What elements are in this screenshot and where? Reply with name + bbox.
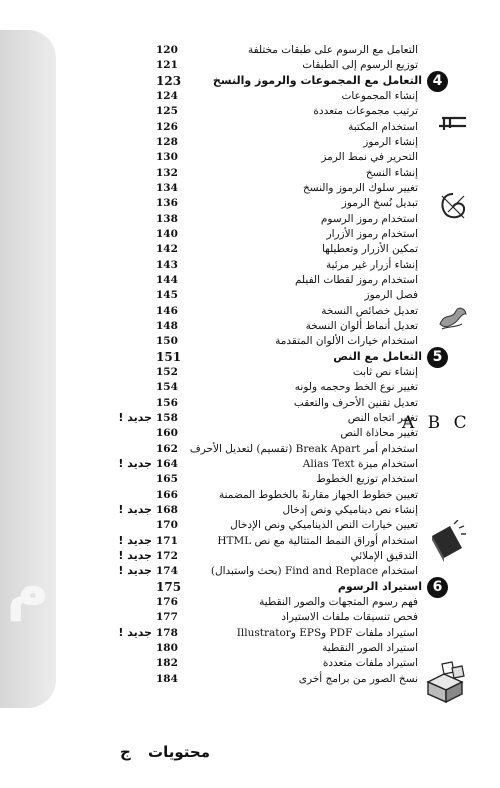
- book-icon: [426, 520, 466, 564]
- toc-entry[interactable]: [0, 287, 500, 303]
- toc-entry[interactable]: [0, 517, 500, 533]
- toc-entry[interactable]: [0, 134, 500, 150]
- toc-entry[interactable]: [0, 226, 500, 242]
- page-number: 142: [156, 243, 178, 256]
- page-number: 152: [156, 365, 178, 378]
- page-number: 170: [156, 519, 178, 532]
- entry-title: إنشاء نص ديناميكي ونص إدخال: [282, 503, 418, 516]
- page-number: 125: [156, 105, 178, 118]
- entry-title: استخدام خيارات الألوان المتقدمة: [275, 335, 418, 348]
- entry-title: إنشاء المجموعات: [341, 89, 418, 102]
- toc-entry[interactable]: [0, 241, 500, 257]
- toc-entry[interactable]: [0, 364, 500, 380]
- toc-entry[interactable]: [0, 272, 500, 288]
- toc-entry[interactable]: [0, 57, 500, 73]
- toc-entry[interactable]: [0, 195, 500, 211]
- swirl-drawing-icon: [436, 190, 470, 224]
- page-number: 150: [156, 335, 178, 348]
- entry-title: تعديل تقنين الأحرف والتعقب: [293, 396, 418, 409]
- page-number: 143: [156, 258, 178, 271]
- entry-title: تعديل خصائص النسخة: [321, 304, 418, 317]
- entry-title: استخدام توزيع الخطوط: [316, 473, 418, 486]
- entry-title: تمكين الأزرار وتعطيلها: [321, 243, 418, 256]
- entry-title: تغيير نوع الخط وحجمه ولونه: [294, 381, 418, 394]
- page-number: 178: [156, 626, 178, 639]
- toc-entry[interactable]: [0, 533, 500, 549]
- toc-entry[interactable]: [0, 42, 500, 58]
- toc-entry[interactable]: [0, 395, 500, 411]
- page-number: 126: [156, 120, 178, 133]
- entry-title: استخدام رموز لقطات الفيلم: [294, 273, 418, 286]
- entry-title: نسخ الصور من برامج أخرى: [298, 672, 418, 685]
- entry-title: تغيير محاذاة النص: [340, 427, 418, 440]
- entry-title: فصل الرموز: [364, 289, 418, 302]
- toc-entry[interactable]: [0, 318, 500, 334]
- entry-title: إنشاء أزرار غير مرئية: [326, 258, 418, 271]
- chapter-number-badge: 6: [427, 577, 448, 598]
- page-number: 151: [156, 349, 182, 364]
- entry-title: إنشاء الرموز: [363, 135, 418, 148]
- page-number: 121: [156, 59, 178, 72]
- toc-entry[interactable]: [0, 609, 500, 625]
- toc-entry[interactable]: [0, 594, 500, 610]
- page-number: 144: [156, 273, 178, 286]
- toc-entry[interactable]: [0, 625, 500, 641]
- page-number: 182: [156, 657, 178, 670]
- toc-entry[interactable]: [0, 471, 500, 487]
- toc-entry[interactable]: [0, 303, 500, 319]
- page-number: 184: [156, 672, 178, 685]
- page-number: 172: [156, 549, 178, 562]
- footer-title: محتويات: [148, 743, 211, 761]
- page-number: 123: [156, 73, 182, 88]
- page-number: 134: [156, 181, 178, 194]
- chapter-row[interactable]: [0, 73, 500, 89]
- chapter-row[interactable]: [0, 349, 500, 365]
- band-glyph: م: [6, 553, 50, 621]
- entry-title: تعديل أنماط ألوان النسخة: [305, 319, 418, 332]
- toc-entry[interactable]: [0, 548, 500, 564]
- chapter-number-badge: 5: [427, 347, 448, 368]
- toc-entry[interactable]: [0, 165, 500, 181]
- entry-title: استخدام Find and Replace (بحث واستبدال): [210, 565, 418, 578]
- page-number: 146: [156, 304, 178, 317]
- entry-title: توزيع الرسوم إلى الطبقات: [302, 59, 418, 72]
- entry-title: إنشاء نص ثابت: [352, 365, 418, 378]
- page-number: 154: [156, 381, 178, 394]
- page-number: 138: [156, 212, 178, 225]
- toc-entry[interactable]: [0, 502, 500, 518]
- page-number: 130: [156, 151, 178, 164]
- abc-letters-icon: A B C: [402, 413, 471, 433]
- page-number: 180: [156, 641, 178, 654]
- entry-title: تغيير اتجاه النص: [347, 411, 418, 424]
- page-number: 174: [156, 565, 178, 578]
- entry-title: استيراد ملفات PDF وEPS وIllustrator: [236, 626, 418, 639]
- toc-entry[interactable]: [0, 180, 500, 196]
- toc-entry[interactable]: [0, 149, 500, 165]
- chapter-title: التعامل مع النص: [333, 349, 422, 363]
- toc-entry[interactable]: [0, 640, 500, 656]
- toc-entry[interactable]: [0, 379, 500, 395]
- entry-title: استخدام المكتبة: [348, 120, 418, 133]
- new-badge: جديد !: [118, 533, 152, 547]
- toc-entry[interactable]: [0, 119, 500, 135]
- page-number: 145: [156, 289, 178, 302]
- toc-entry[interactable]: [0, 257, 500, 273]
- entry-title: إنشاء النسخ: [365, 166, 418, 179]
- entry-title: استخدام رموز الرسوم: [320, 212, 418, 225]
- entry-title: تعيين خيارات النص الديناميكي ونص الإدخال: [230, 519, 418, 532]
- page-number: 140: [156, 227, 178, 240]
- chapter-title: استيراد الرسوم: [337, 579, 422, 593]
- page-number: 128: [156, 135, 178, 148]
- paint-tube-icon: [436, 104, 472, 134]
- page-number: 162: [156, 442, 178, 455]
- page-number: 164: [156, 457, 178, 470]
- entry-title: استيراد الصور النقطية: [322, 641, 418, 654]
- toc-entry[interactable]: [0, 563, 500, 579]
- entry-title: فحص تنسيقات ملفات الاستيراد: [281, 611, 418, 624]
- page-number: 176: [156, 595, 178, 608]
- toc-entry[interactable]: [0, 333, 500, 349]
- import-box-icon: [422, 660, 470, 704]
- entry-title: استيراد ملفات متعددة: [322, 657, 418, 670]
- page-number: 156: [156, 396, 178, 409]
- page-number: 177: [156, 611, 178, 624]
- entry-title: التعامل مع الرسوم على طبقات مختلفة: [247, 44, 418, 56]
- page-number: 120: [156, 44, 178, 56]
- entry-title: تعيين خطوط الجهاز مقارنةً بالخطوط المضمنة: [218, 488, 418, 501]
- entry-title: تبديل نُسخ الرموز: [341, 197, 418, 210]
- chapter-title: التعامل مع المجموعات والرموز والنسخ: [212, 73, 422, 87]
- chapter-number-badge: 4: [427, 71, 448, 92]
- page-number: 168: [156, 503, 178, 516]
- page-number: 158: [156, 411, 178, 424]
- page-footer: [120, 740, 210, 764]
- entry-title: تغيير سلوك الرموز والنسخ: [302, 181, 418, 194]
- toc-entry[interactable]: [0, 441, 500, 457]
- entry-title: التدقيق الإملائي: [350, 549, 418, 562]
- toc-entry[interactable]: [0, 487, 500, 503]
- footer-page-letter: ج: [120, 743, 131, 761]
- toc-entry[interactable]: [0, 103, 500, 119]
- page-number: 132: [156, 166, 178, 179]
- toc-entry[interactable]: [0, 456, 500, 472]
- new-badge: جديد !: [118, 564, 152, 578]
- page-number: 136: [156, 197, 178, 210]
- entry-title: ترتيب مجموعات متعددة: [313, 105, 418, 118]
- flower-drawing-icon: [436, 302, 470, 332]
- page-number: 171: [156, 534, 178, 547]
- entry-title: استخدام أوراق النمط المتتالية مع نص HTML: [217, 534, 418, 547]
- new-badge: جديد !: [118, 548, 152, 562]
- toc-entry[interactable]: [0, 211, 500, 227]
- page-number: 175: [156, 579, 182, 594]
- entry-title: استخدام أمر Break Apart (تقسيم) لتعديل الأحرف: [189, 442, 418, 455]
- entry-title: التحرير في نمط الرمز: [321, 151, 418, 164]
- new-badge: جديد !: [118, 456, 152, 470]
- entry-title: فهم رسوم المتجهات والصور النقطية: [259, 595, 418, 608]
- page-number: 160: [156, 427, 178, 440]
- page-number: 166: [156, 488, 178, 501]
- chapter-row[interactable]: [0, 579, 500, 595]
- page-number: 148: [156, 319, 178, 332]
- page-number: 165: [156, 473, 178, 486]
- new-badge: جديد !: [118, 625, 152, 639]
- new-badge: جديد !: [118, 502, 152, 516]
- entry-title: استخدام ميزة Alias Text: [302, 457, 418, 470]
- new-badge: جديد !: [118, 410, 152, 424]
- page-number: 124: [156, 89, 178, 102]
- entry-title: استخدام رموز الأزرار: [326, 227, 418, 240]
- toc-entry[interactable]: [0, 88, 500, 104]
